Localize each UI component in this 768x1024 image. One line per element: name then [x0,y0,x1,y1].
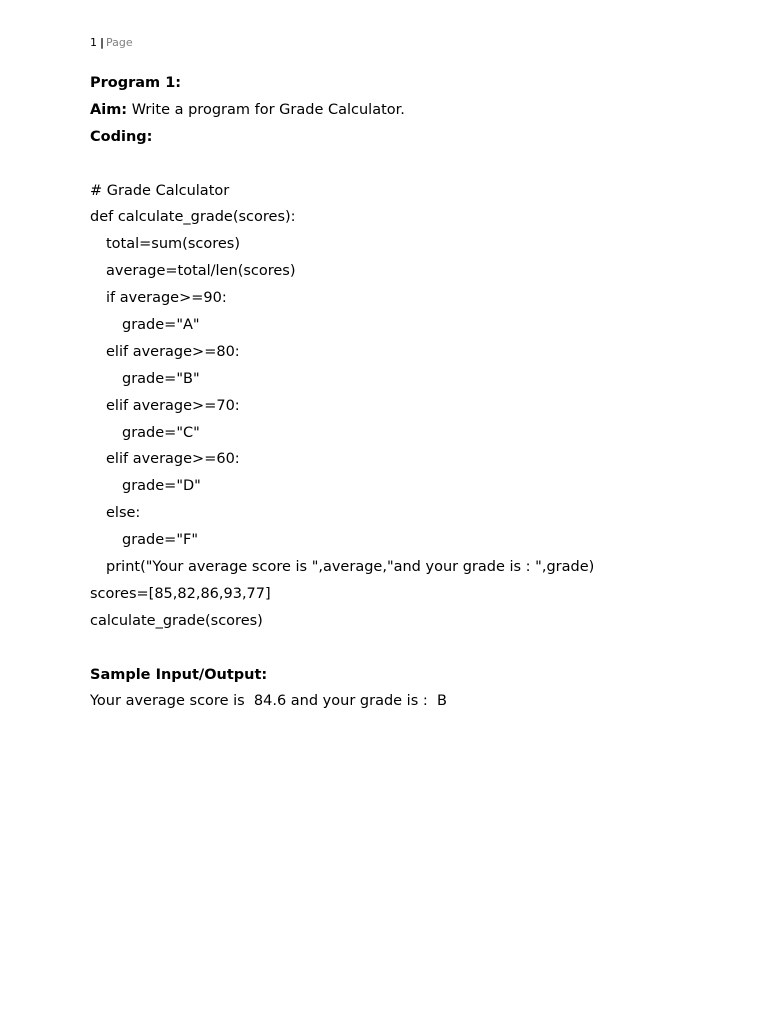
document-body [90,70,730,715]
aim-label: Aim: [90,101,128,118]
code-line: elif average>=60: [106,451,240,468]
code-line: # Grade Calculator [90,182,230,199]
coding-label: Coding: [90,128,153,145]
sample-output: Your average score is 84.6 and your grade is : B [90,693,447,710]
page-header [90,36,133,50]
code-line: grade="C" [122,424,200,441]
program-title: Program 1: [90,75,182,91]
code-line: average=total/len(scores) [106,263,296,280]
sample-io-label: Sample Input/Output: [90,666,268,683]
code-line: grade="F" [122,532,199,549]
code-line: calculate_grade(scores) [90,612,263,629]
code-line: print("Your average score is ",average,"and your grade is : ",grade) [106,559,595,576]
code-line: else: [106,505,141,522]
code-line: total=sum(scores) [106,236,241,253]
page-label: Page [106,36,133,49]
code-line: elif average>=80: [106,343,240,360]
code-line: def calculate_grade(scores): [90,209,296,226]
code-block [90,178,730,635]
page-number: 1 [90,36,97,49]
aim-text: Write a program for Grade Calculator. [127,101,405,118]
aim-line [90,97,730,124]
code-line: grade="B" [122,370,200,387]
code-line: elif average>=70: [106,397,240,414]
code-line: scores=[85,82,86,93,77] [90,585,271,602]
blank-line [90,151,730,178]
code-line: if average>=90: [106,290,227,307]
code-line: grade="A" [122,317,200,334]
code-line: grade="D" [122,478,201,495]
blank-line [90,635,730,662]
header-separator: | [100,36,105,49]
